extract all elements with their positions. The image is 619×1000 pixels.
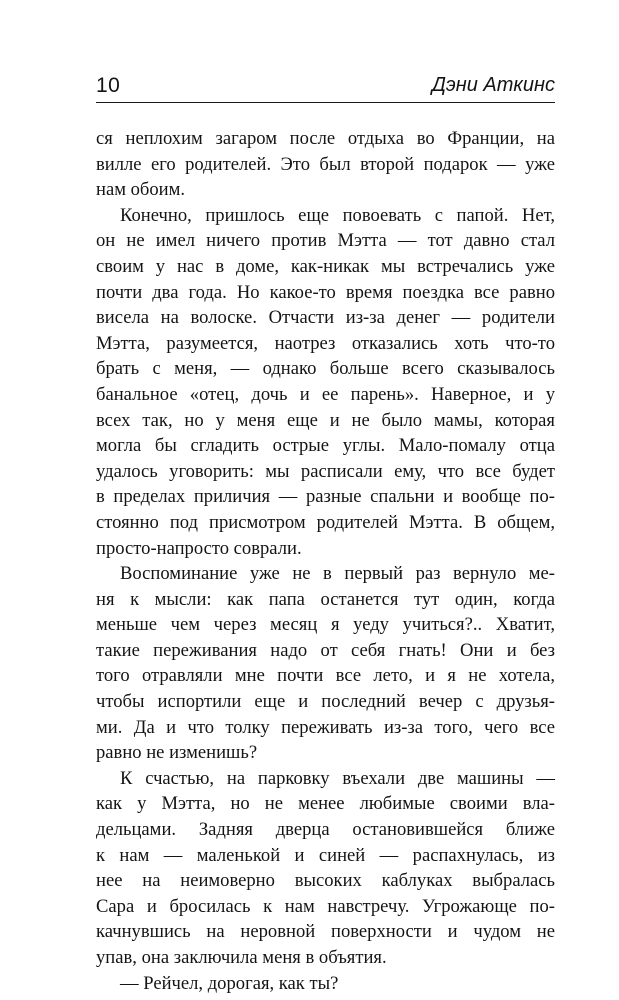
text-line: Мэтта, разумеется, наотрез отказались хоть что-то [96,332,555,354]
text-line: брать с меня, — однако больше всего сказывалось [96,358,555,380]
paragraph [96,126,555,203]
text-line: такие переживания надо от себя гнать! Они и без [96,639,555,661]
text-line: Воспоминание уже не в первый раз вернуло ме- [120,563,555,585]
text-line: Сара и бросилась к нам навстречу. Угрожающе по- [96,895,555,917]
paragraph [96,561,555,766]
text-line: всех так, но у меня еще и не было мамы, которая [96,409,555,431]
page-number: 10 [96,74,121,97]
paragraph [96,971,555,997]
text-line: банальное «отец, дочь и ее парень». Наверное, и у [96,383,555,405]
text-line: равно не изменишь? [96,742,258,764]
text-line: нее на неимоверно высоких каблуках выбралась [96,870,555,892]
running-head-author: Дэни Аткинс [431,74,555,96]
text-line: своим у нас в доме, как-никак мы встречались уже [96,255,555,277]
text-line: висела на волоске. Отчасти из-за денег — родители [96,307,555,329]
text-line: ми. Да и что толку переживать из-за того, чего все [96,716,555,738]
running-head [96,72,555,103]
text-line: вилле его родителей. Это был второй подарок — уже [96,153,555,175]
text-line: ся неплохим загаром после отдыха во Франции, на [96,128,555,149]
text-line: могла бы сгладить острые углы. Мало-помалу отца [96,435,555,457]
paragraph [96,766,555,971]
text-line: почти два года. Но какое-то время поездка все равно [96,281,555,303]
text-line: дельцами. Задняя дверца остановившейся ближе [96,819,555,841]
text-line: — Рейчел, дорогая, как ты? [120,972,339,994]
text-line: он не имел ничего против Мэтта — тот давно стал [96,230,555,252]
text-line: К счастью, на парковку въехали две машины — [120,767,555,789]
text-line: в пределах приличия — разные спальни и вообще по- [96,486,555,508]
text-line: Конечно, пришлось еще повоевать с папой. Нет, [120,204,555,226]
text-line: просто-напросто соврали. [96,537,302,559]
text-line: ня к мысли: как папа останется тут один, когда [96,588,555,610]
text-line: как у Мэтта, но не менее любимые своими вла- [96,793,555,815]
body-text [96,126,555,996]
paragraph [96,203,555,561]
text-line: чтобы испортили еще и последний вечер с друзья- [96,691,555,713]
text-line: стоянно под присмотром родителей Мэтта. В общем, [96,511,555,533]
text-line: упав, она заключила меня в объятия. [96,947,387,968]
text-line: того отравляли мне почти все лето, и я не хотела, [96,665,555,687]
text-line: к нам — маленькой и синей — распахнулась, из [96,844,555,866]
text-line: удалось уговорить: мы расписали ему, что все будет [96,460,555,482]
text-line: меньше чем через месяц я уеду учиться?.. Хватит, [96,614,555,636]
text-line: нам обоим. [96,179,186,201]
text-line: качнувшись на неровной поверхности и чудом не [96,921,555,943]
